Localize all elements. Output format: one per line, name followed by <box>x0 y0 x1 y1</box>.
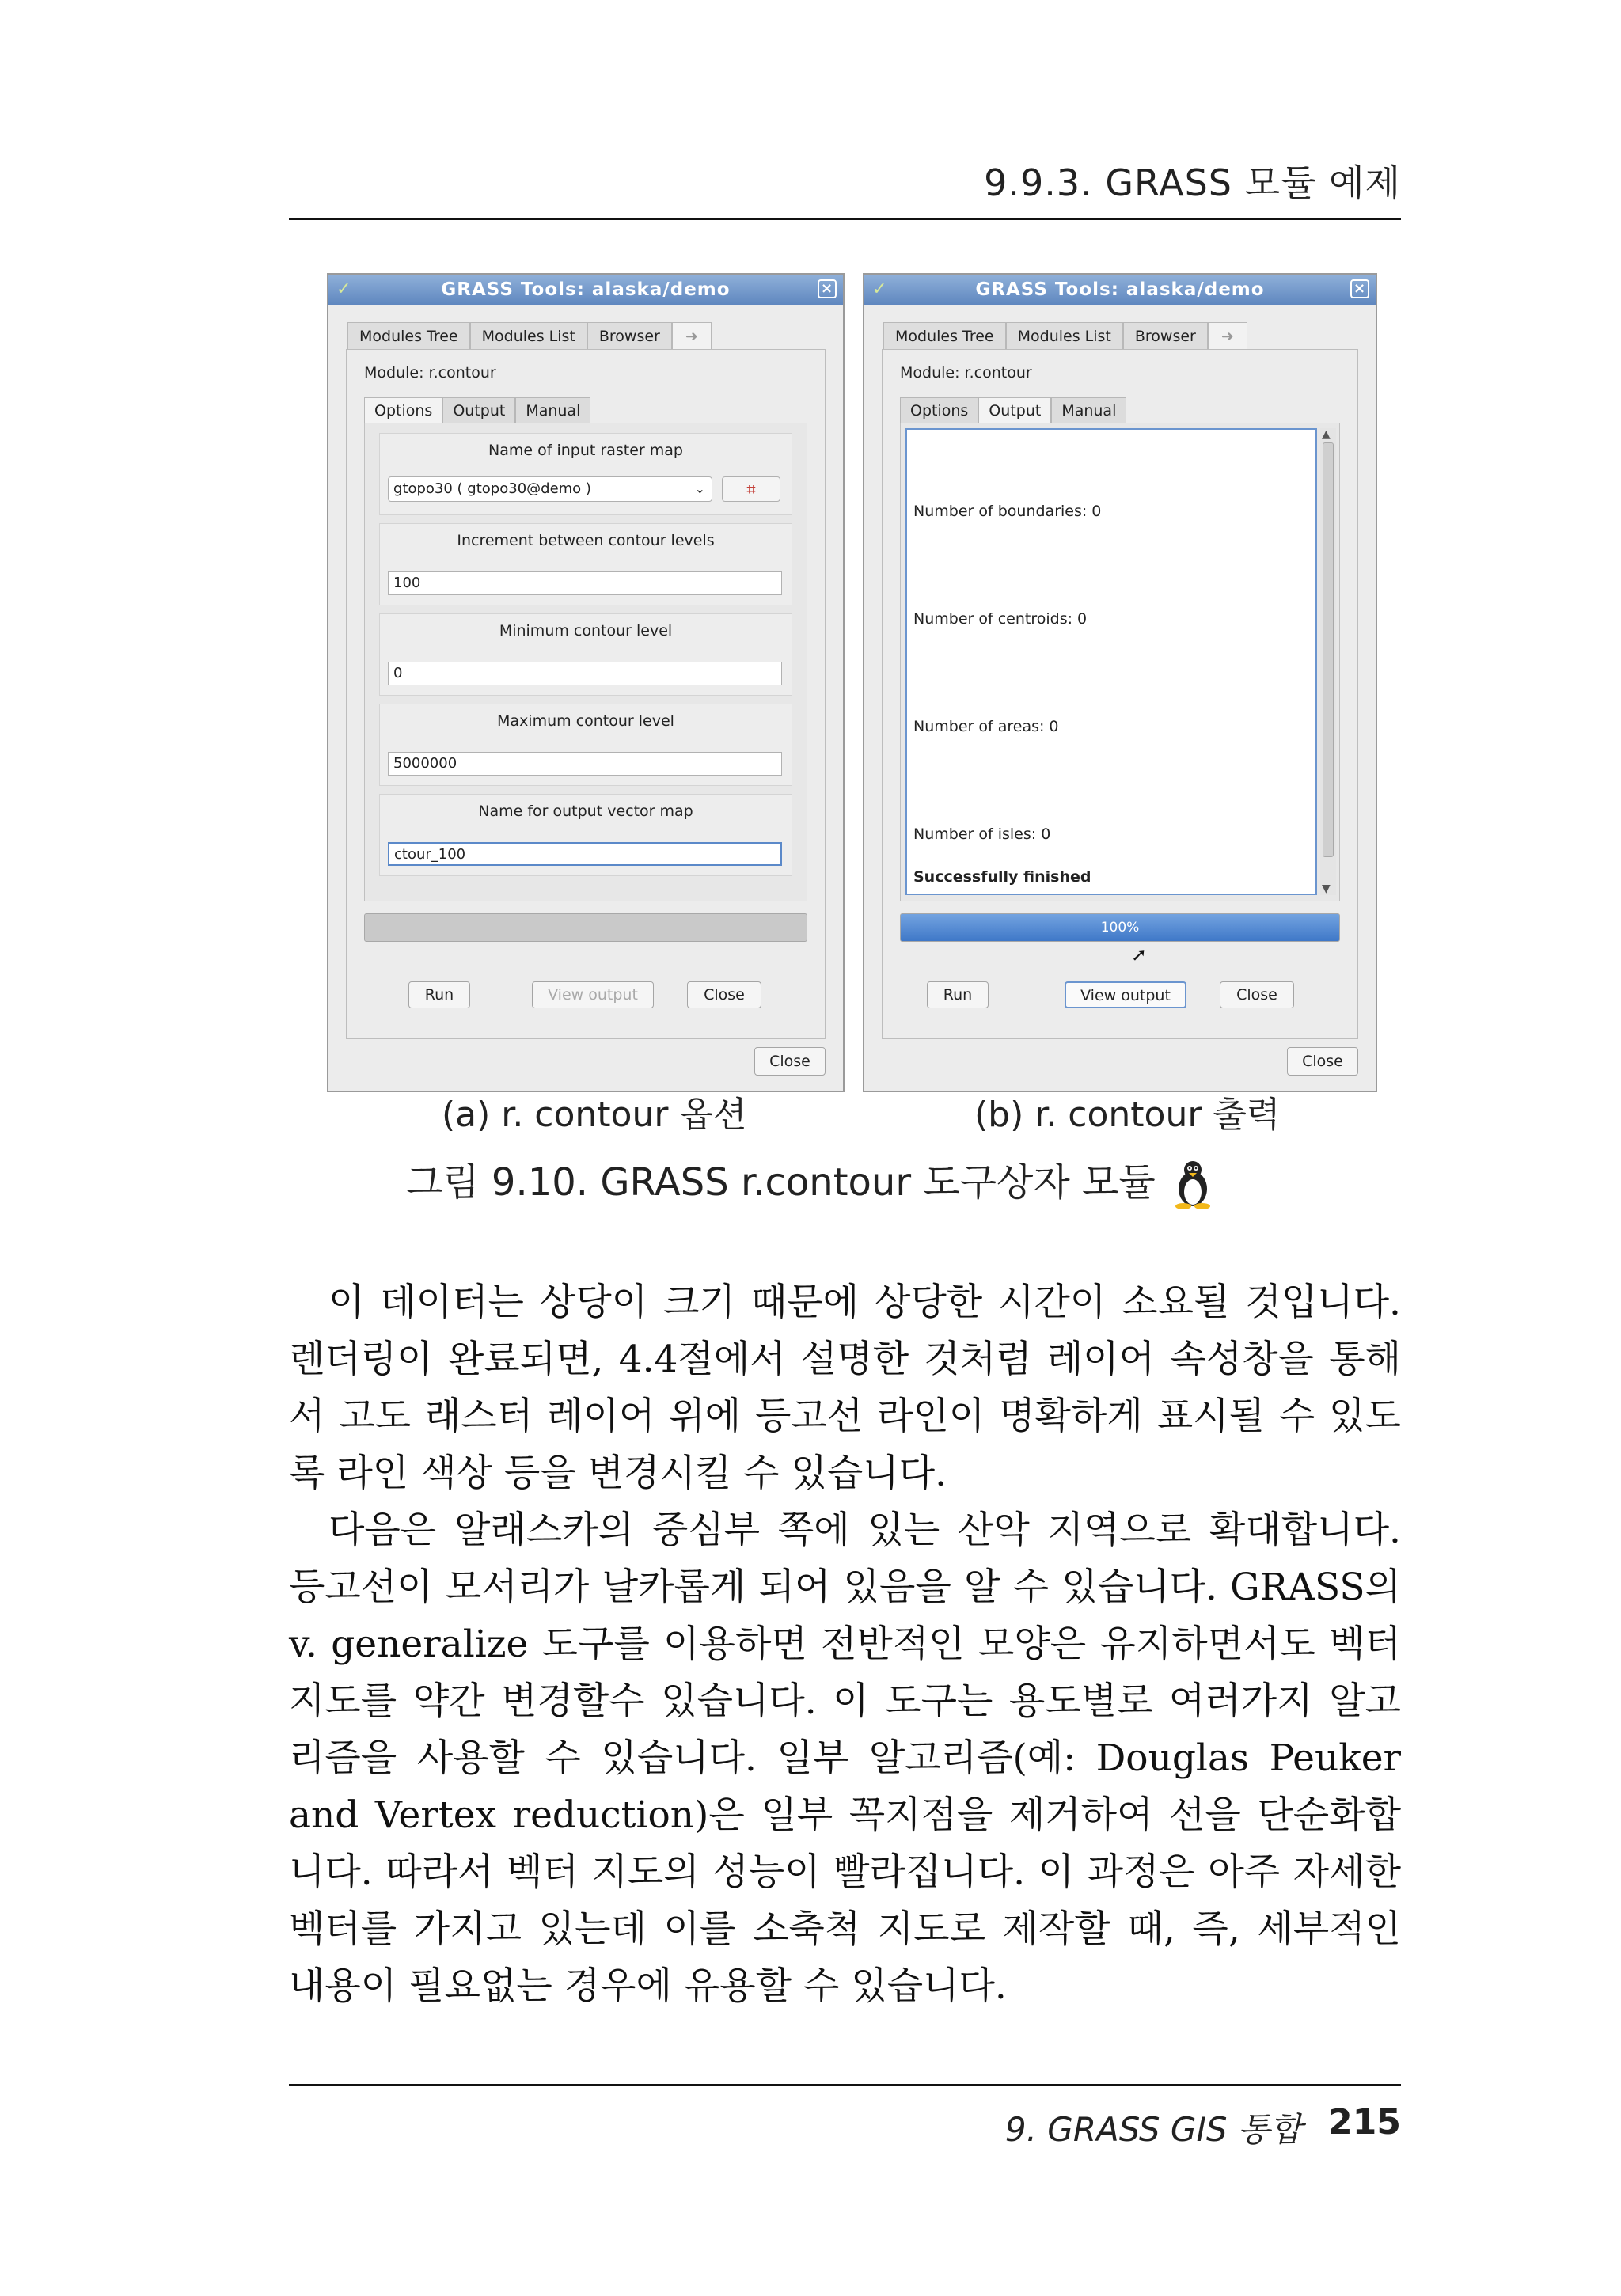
run-button[interactable]: Run <box>927 981 989 1008</box>
output-vector-label: Name for output vector map <box>478 803 693 820</box>
tab-module-arrow-icon[interactable]: ➜ <box>1208 322 1247 349</box>
module-tabs <box>883 322 1247 349</box>
maximum-level-label: Maximum contour level <box>497 712 674 730</box>
options-panel <box>364 423 807 901</box>
tab-modules-list[interactable]: Modules List <box>1006 322 1123 349</box>
chevron-down-icon: ⌄ <box>694 481 705 496</box>
increment-input[interactable]: 100 <box>388 571 782 595</box>
grass-logo-icon: ✓ <box>336 279 352 299</box>
module-label: Module: r.contour <box>900 364 1032 381</box>
linux-penguin-icon <box>1171 1159 1215 1211</box>
input-raster-label: Name of input raster map <box>488 442 683 459</box>
minimum-level-input[interactable]: 0 <box>388 662 782 685</box>
minimum-level-label: Minimum contour level <box>499 622 673 639</box>
output-line-boundaries: Number of boundaries: 0 <box>913 503 1102 520</box>
scrollbar-thumb[interactable] <box>1323 442 1334 857</box>
section-title: 9.9.3. GRASS 모듈 예제 <box>984 161 1401 204</box>
view-output-button[interactable]: View output <box>532 981 654 1008</box>
output-line-centroids: Number of centroids: 0 <box>913 610 1088 628</box>
subcaption-b: (b) r. contour 출력 <box>974 1095 1281 1135</box>
grass-tools-window-options <box>327 273 845 1092</box>
subtab-options[interactable]: Options <box>364 397 442 423</box>
module-label: Module: r.contour <box>364 364 496 381</box>
tab-module-arrow-icon[interactable]: ➜ <box>672 322 712 349</box>
progress-label: 100% <box>1100 920 1140 935</box>
close-icon[interactable]: × <box>1350 279 1369 298</box>
output-panel <box>900 423 1340 901</box>
tab-browser[interactable]: Browser <box>587 322 672 349</box>
output-scrollbar[interactable] <box>1320 428 1336 895</box>
output-line-isles: Number of isles: 0 <box>913 825 1051 843</box>
increment-group <box>379 523 792 605</box>
page-footer <box>289 2084 1401 2149</box>
subtab-options[interactable]: Options <box>900 397 978 423</box>
tab-modules-list[interactable]: Modules List <box>470 322 587 349</box>
body-text <box>289 1274 1401 2015</box>
progress-bar <box>364 913 807 942</box>
input-raster-group <box>379 433 792 515</box>
body-paragraph: 이 데이터는 상당이 크기 때문에 상당한 시간이 소요될 것입니다. 렌더링이 완료되면, 4.4절에서 설명한 것처럼 레이어 속성창을 통해서 고도 래스터 레이어 위에 등고선 라인이 명확하게 표시될 수 있도록 라인 색상 등을 변경시킬 수 있습니다. <box>289 1281 1401 1495</box>
tab-modules-tree[interactable]: Modules Tree <box>883 322 1006 349</box>
run-button[interactable]: Run <box>408 981 470 1008</box>
output-log[interactable] <box>905 428 1317 895</box>
output-vector-input[interactable]: ctour_100 <box>388 842 782 866</box>
subtab-manual[interactable]: Manual <box>515 397 590 423</box>
module-subtabs <box>364 397 590 423</box>
grass-tools-window-output <box>863 273 1377 1092</box>
module-panel <box>346 349 826 1039</box>
maximum-level-input[interactable]: 5000000 <box>388 752 782 776</box>
window-close-button[interactable]: Close <box>754 1047 826 1076</box>
chapter-title: 9. GRASS GIS 통합 <box>1004 2110 1302 2149</box>
module-subtabs <box>900 397 1126 423</box>
input-raster-select[interactable] <box>388 476 712 502</box>
maximum-level-group <box>379 704 792 786</box>
increment-label: Increment between contour levels <box>457 532 715 549</box>
scroll-up-icon[interactable]: ▲ <box>1322 428 1331 441</box>
window-titlebar <box>328 275 843 305</box>
input-raster-value: gtopo30 ( gtopo30@demo ) <box>393 480 591 497</box>
close-button[interactable]: Close <box>687 981 761 1008</box>
module-tabs <box>347 322 712 349</box>
window-titlebar <box>864 275 1376 305</box>
page-number: 215 <box>1328 2102 1401 2142</box>
module-panel <box>882 349 1358 1039</box>
window-title: GRASS Tools: alaska/demo <box>441 279 731 300</box>
select-from-canvas-icon[interactable]: ⌗ <box>722 476 780 502</box>
window-close-button[interactable]: Close <box>1287 1047 1358 1076</box>
subtab-manual[interactable]: Manual <box>1051 397 1126 423</box>
body-paragraph: 다음은 알래스카의 중심부 쪽에 있는 산악 지역으로 확대합니다. 등고선이 모서리가 날카롭게 되어 있음을 알 수 있습니다. GRASS의 v. generalize 도구를 이용하면 전반적인 모양은 유지하면서도 벡터지도를 약간 변경할수 있습니다. 이 도구는 용도별로 여러가지 알고리즘을 사용할 수 있습니다. 일부 알고리즘(예: Douglas Peuker and Vertex reduction)은 일부 꼭지점을 제거하여 선을 단순화합니다. 따라서 벡터 지도의 성능이 빨라집니다. 이 과정은 아주 자세한 벡터를 가지고 있는데 이를 소축척 지도로 제작할 때, 즉, 세부적인 내용이 필요없는 경우에 유용할 수 있습니다. <box>289 1509 1401 2008</box>
subtab-output[interactable]: Output <box>978 397 1051 423</box>
minimum-level-group <box>379 613 792 696</box>
figure-caption-text: 그림 9.10. GRASS r.contour 도구상자 모듈 <box>405 1160 1156 1205</box>
view-output-button[interactable]: View output <box>1065 981 1186 1008</box>
close-icon[interactable]: × <box>818 279 837 298</box>
close-button[interactable]: Close <box>1220 981 1294 1008</box>
subcaption-a: (a) r. contour 옵션 <box>442 1095 747 1135</box>
mouse-pointer-icon: ➚ <box>1131 943 1148 966</box>
window-title: GRASS Tools: alaska/demo <box>975 279 1265 300</box>
tab-modules-tree[interactable]: Modules Tree <box>347 322 470 349</box>
tab-browser[interactable]: Browser <box>1123 322 1208 349</box>
output-line-areas: Number of areas: 0 <box>913 718 1059 735</box>
running-header <box>289 154 1401 220</box>
subtab-output[interactable]: Output <box>442 397 515 423</box>
progress-bar <box>900 913 1340 942</box>
success-message: Successfully finished <box>913 868 1091 886</box>
scroll-down-icon[interactable]: ▼ <box>1322 882 1331 895</box>
grass-logo-icon: ✓ <box>872 279 888 299</box>
figure-caption <box>0 1152 1621 1211</box>
output-vector-group <box>379 794 792 876</box>
